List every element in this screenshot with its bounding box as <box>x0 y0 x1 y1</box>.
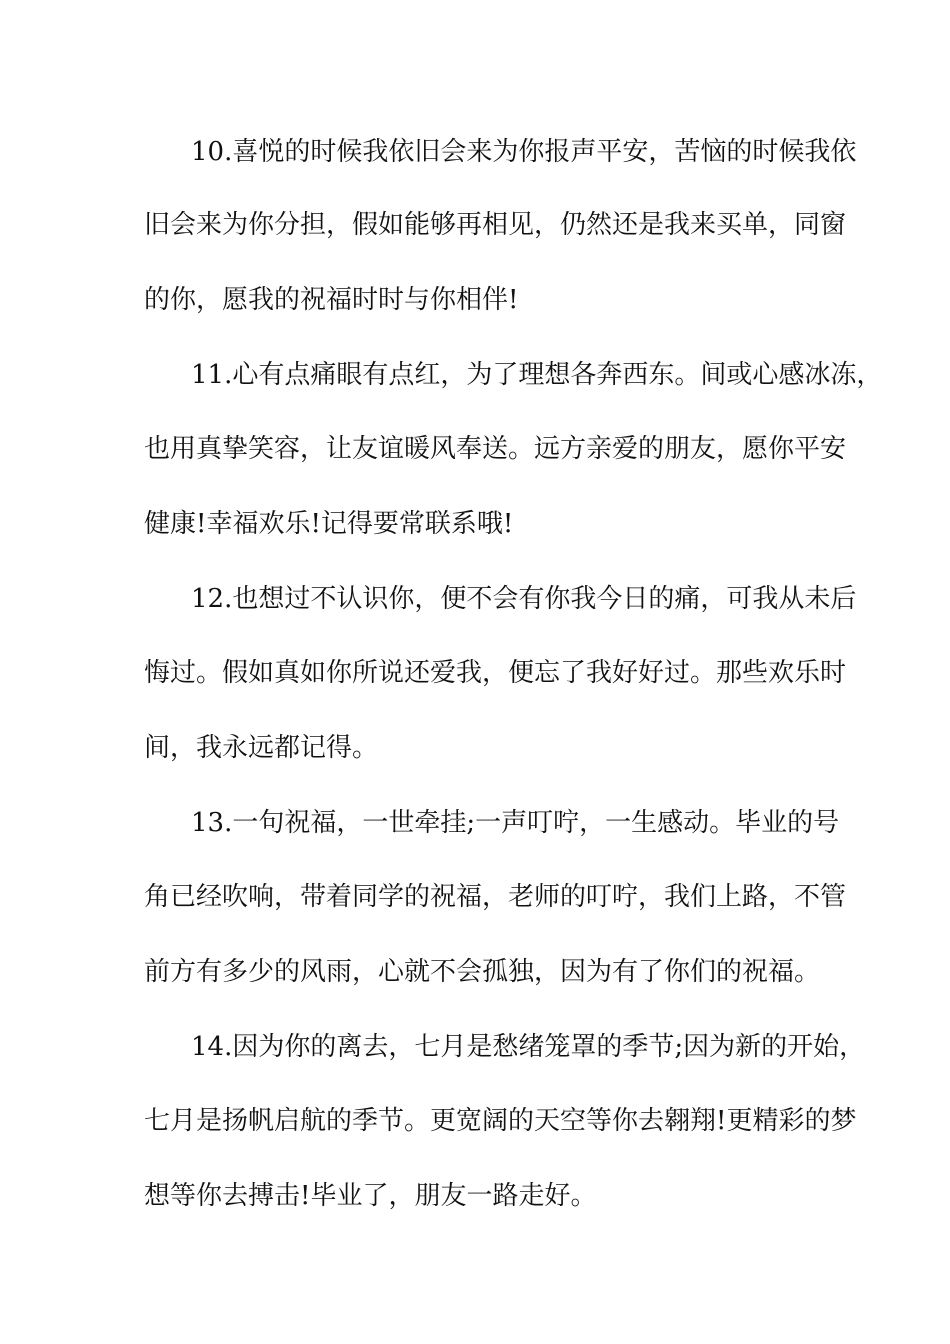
paragraph-10-line-2: 旧会来为你分担，假如能够再相见，仍然还是我来买单，同窗 <box>144 210 847 240</box>
paragraph-14-line-3: 想等你去搏击!毕业了，朋友一路走好。 <box>144 1181 597 1211</box>
paragraph-14-line-2: 七月是扬帆启航的季节。更宽阔的天空等你去翱翔!更精彩的梦 <box>144 1106 857 1136</box>
paragraph-13-line-3: 前方有多少的风雨，心就不会孤独，因为有了你们的祝福。 <box>144 957 821 987</box>
paragraph-12-line-1: 12.也想过不认识你，便不会有你我今日的痛，可我从未后 <box>191 584 857 614</box>
paragraph-13-line-1: 13.一句祝福，一世牵挂;一声叮咛，一生感动。毕业的号 <box>191 808 840 838</box>
paragraph-12-line-3: 间，我永远都记得。 <box>144 733 379 763</box>
paragraph-11-line-2: 也用真挚笑容，让友谊暖风奉送。远方亲爱的朋友，愿你平安 <box>144 434 847 464</box>
paragraph-10-line-3: 的你，愿我的祝福时时与你相伴! <box>144 285 519 315</box>
paragraph-12-line-2: 悔过。假如真如你所说还爱我，便忘了我好好过。那些欢乐时 <box>144 658 847 688</box>
paragraph-11-line-3: 健康!幸福欢乐!记得要常联系哦! <box>144 509 514 539</box>
paragraph-11-line-1: 11.心有点痛眼有点红，为了理想各奔西东。间或心感冰冻， <box>191 360 883 390</box>
paragraph-14-line-1: 14.因为你的离去，七月是愁绪笼罩的季节;因为新的开始， <box>191 1032 866 1062</box>
paragraph-13-line-2: 角已经吹响，带着同学的祝福，老师的叮咛，我们上路，不管 <box>144 882 847 912</box>
paragraph-10-line-1: 10.喜悦的时候我依旧会来为你报声平安，苦恼的时候我依 <box>191 137 857 167</box>
